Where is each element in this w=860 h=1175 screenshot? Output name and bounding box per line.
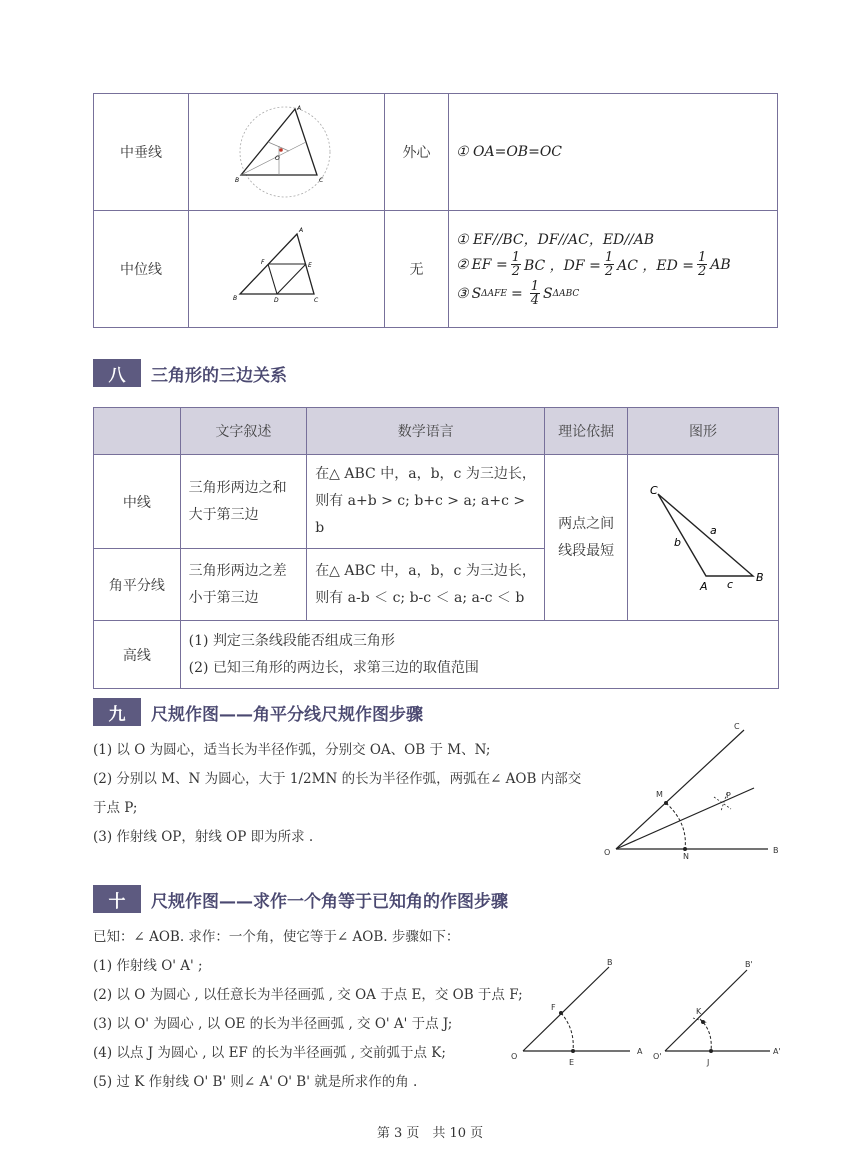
- row-name: 中位线: [94, 211, 189, 328]
- label-j: J: [707, 1058, 710, 1067]
- label-k: K: [696, 1007, 702, 1016]
- step: (2) 以 O 为圆心 , 以任意长为半径画弧 , 交 OA 于点 E，交 OB 于点 F;: [93, 987, 523, 1003]
- label-f: F: [260, 259, 264, 266]
- label-b-prime: B': [745, 960, 753, 969]
- fraction: $\frac{1}{2}$: [698, 250, 707, 279]
- step: (1) 以 O 为圆心，适当长为半径作弧，分别交 OA、OB 于 M、N;: [93, 742, 491, 758]
- label-m: M: [656, 790, 663, 799]
- page-footer: 第 3 页 共 10 页: [376, 1126, 484, 1141]
- table-row: [94, 94, 778, 211]
- label-e: E: [569, 1058, 575, 1067]
- section-badge: 八: [93, 359, 141, 387]
- row-name: 中垂线: [94, 94, 189, 211]
- fraction: $\frac{1}{4}$: [530, 279, 539, 308]
- label-e: E: [307, 262, 312, 269]
- label-A: A: [700, 579, 708, 593]
- step: (3) 作射线 OP，射线 OP 即为所求 .: [93, 829, 314, 845]
- figure-cell: [189, 94, 385, 211]
- section-header: [93, 359, 287, 387]
- column-header: 数学语言: [307, 408, 545, 455]
- label-a: a: [710, 523, 717, 537]
- property-1: ① EF//BC，DF//AC，ED//AB: [456, 232, 655, 248]
- triangle-sides-table: [93, 407, 779, 689]
- property: ① OA=OB=OC: [449, 94, 778, 211]
- label-o: O: [604, 848, 611, 857]
- column-header: 理论依据: [545, 408, 628, 455]
- column-header: 文字叙述: [180, 408, 307, 455]
- label-o: O: [274, 155, 280, 162]
- label-b: B: [607, 958, 613, 967]
- fraction: $\frac{1}{2}$: [511, 250, 520, 279]
- figure-cell: [189, 211, 385, 328]
- step: 于点 P;: [93, 800, 138, 816]
- triangle-figure: [628, 468, 778, 608]
- label-b: b: [674, 535, 681, 549]
- section-title: 三角形的三边关系: [151, 365, 287, 386]
- column-header: [94, 408, 181, 455]
- math-desc: 在△ ABC 中，a，b，c 为三边长， 则有 a+b > c; b+c > a; a+c > b: [307, 455, 545, 549]
- property-2: ② EF = $\frac{1}{2}$ BC ，DF = $\frac{1}{2}$ AC ，ED = $\frac{1}{2}$ AB: [456, 250, 731, 279]
- center-name: 外心: [385, 94, 449, 211]
- median-lines-table: [93, 93, 778, 328]
- label-c: C: [318, 177, 323, 184]
- step: (1) 作射线 O' A' ;: [93, 958, 203, 974]
- step: (4) 以点 J 为圆心 , 以 EF 的长为半径画弧 , 交前弧于点 K;: [93, 1045, 446, 1061]
- header-row: [94, 408, 779, 455]
- section-header: [93, 885, 508, 913]
- step: (3) 以 O' 为圆心 , 以 OE 的长为半径画弧 , 交 O' A' 于点 J;: [93, 1016, 453, 1032]
- properties: [449, 211, 778, 328]
- label-a: A: [296, 105, 301, 112]
- label-c: c: [727, 577, 734, 591]
- text-desc: 三角形两边之差 小于第三边: [180, 549, 307, 621]
- table-row: [94, 455, 779, 549]
- label-p: P: [726, 791, 731, 800]
- fraction: $\frac{1}{2}$: [604, 250, 614, 279]
- basis: 两点之间 线段最短: [545, 455, 628, 621]
- step: (2) 分别以 M、N 为圆心，大于 1/2MN 的长为半径作弧，两弧在∠ AOB 内部交: [93, 771, 582, 787]
- angle-bisector-figure: [596, 715, 786, 865]
- label-a: A: [298, 227, 303, 234]
- row-name: 中线: [94, 455, 181, 549]
- label-b: B: [234, 177, 239, 184]
- label-a: A: [637, 1047, 643, 1056]
- row-name: 高线: [94, 621, 181, 689]
- label-c: C: [313, 297, 318, 304]
- table-row: [94, 211, 778, 328]
- label-o-prime: O': [653, 1052, 662, 1061]
- midline-figure: [232, 224, 342, 314]
- figure-cell: [628, 455, 779, 621]
- table-row: [94, 621, 779, 689]
- section-badge: 九: [93, 698, 141, 726]
- section-header: [93, 698, 423, 726]
- text-desc: 三角形两边之和 大于第三边: [180, 455, 307, 549]
- step: 已知：∠ AOB. 求作：一个角，使它等于∠ AOB. 步骤如下：: [93, 929, 460, 945]
- center-name: 无: [385, 211, 449, 328]
- math-desc: 在△ ABC 中，a，b，c 为三边长， 则有 a-b ＜ c; b-c ＜ a; a-c ＜ b: [307, 549, 545, 621]
- step: (5) 过 K 作射线 O' B' 则∠ A' O' B' 就是所求作的角 .: [93, 1074, 418, 1090]
- column-header: 图形: [628, 408, 779, 455]
- property-3: ③ S ΔAFE = $\frac{1}{4}$ S ΔABC: [456, 279, 580, 308]
- label-o: O: [511, 1052, 518, 1061]
- steps-list: [93, 923, 523, 1097]
- height-items: (1) 判定三条线段能否组成三角形 (2) 已知三角形的两边长，求第三边的取值范围: [180, 621, 778, 689]
- label-b: B: [773, 846, 779, 855]
- label-c: C: [734, 722, 740, 731]
- section-title: 尺规作图——角平分线尺规作图步骤: [151, 704, 423, 725]
- copy-angle-figure: [505, 955, 795, 1070]
- label-n: N: [683, 852, 689, 861]
- section-badge: 十: [93, 885, 141, 913]
- label-C: C: [650, 483, 658, 497]
- circumcenter-figure: [227, 102, 347, 202]
- section-title: 尺规作图——求作一个角等于已知角的作图步骤: [151, 891, 508, 912]
- steps-list: [93, 736, 581, 852]
- label-a-prime: A': [773, 1047, 781, 1056]
- label-d: D: [273, 297, 279, 304]
- label-f: F: [551, 1003, 556, 1012]
- label-b: B: [232, 295, 237, 302]
- label-B: B: [756, 570, 764, 584]
- row-name: 角平分线: [94, 549, 181, 621]
